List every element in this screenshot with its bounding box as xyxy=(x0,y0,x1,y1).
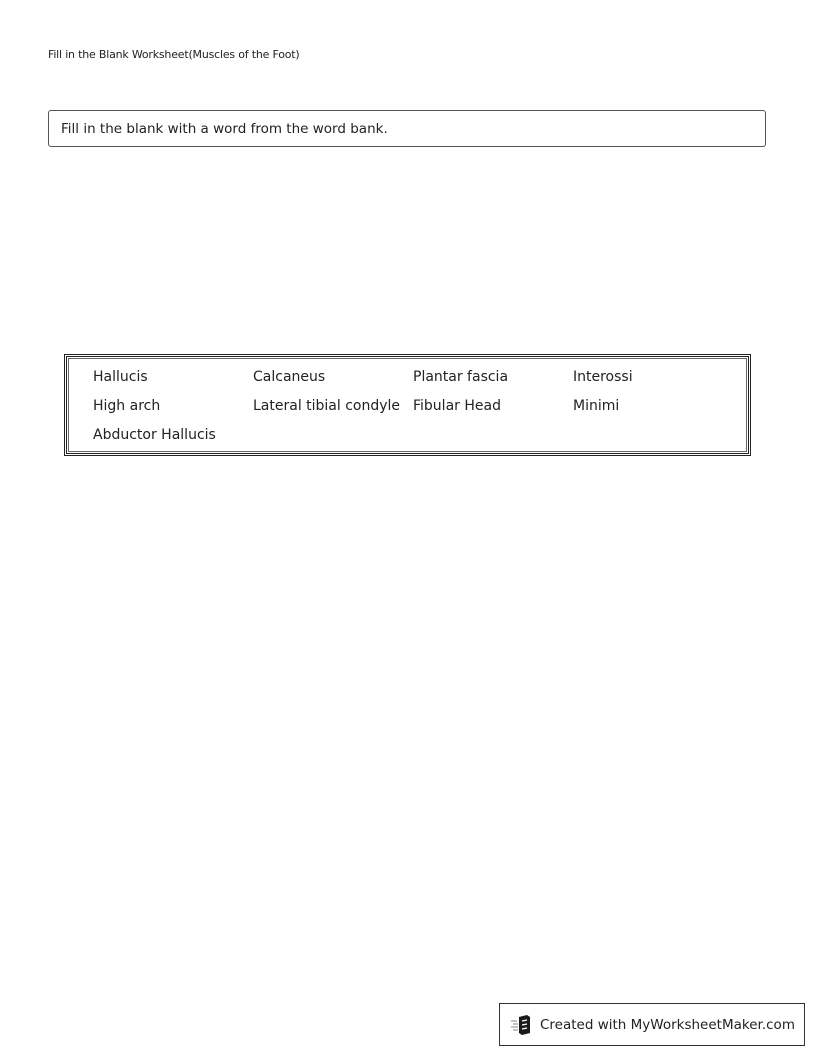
word-bank-item: Hallucis xyxy=(93,369,148,385)
instructions-text: Fill in the blank with a word from the word bank. xyxy=(61,121,388,137)
word-bank-item: Plantar fascia xyxy=(413,369,509,385)
word-bank-item: High arch xyxy=(93,398,161,414)
created-with-text: Created with MyWorksheetMaker.com xyxy=(540,1016,795,1033)
worksheet-maker-logo-icon xyxy=(510,1014,532,1036)
word-bank xyxy=(64,354,751,456)
word-bank-item: Calcaneus xyxy=(253,369,326,385)
word-bank-item: Minimi xyxy=(573,398,620,414)
instructions-box xyxy=(48,110,766,147)
word-bank-item: Fibular Head xyxy=(413,398,501,414)
created-with-badge[interactable] xyxy=(499,1003,805,1046)
word-bank-item: Lateral tibial condyle xyxy=(253,398,401,414)
word-bank-item: Abductor Hallucis xyxy=(93,427,216,443)
document-title: Fill in the Blank Worksheet(Muscles of the Foot) xyxy=(48,48,300,61)
word-bank-item: Interossi xyxy=(573,369,633,385)
